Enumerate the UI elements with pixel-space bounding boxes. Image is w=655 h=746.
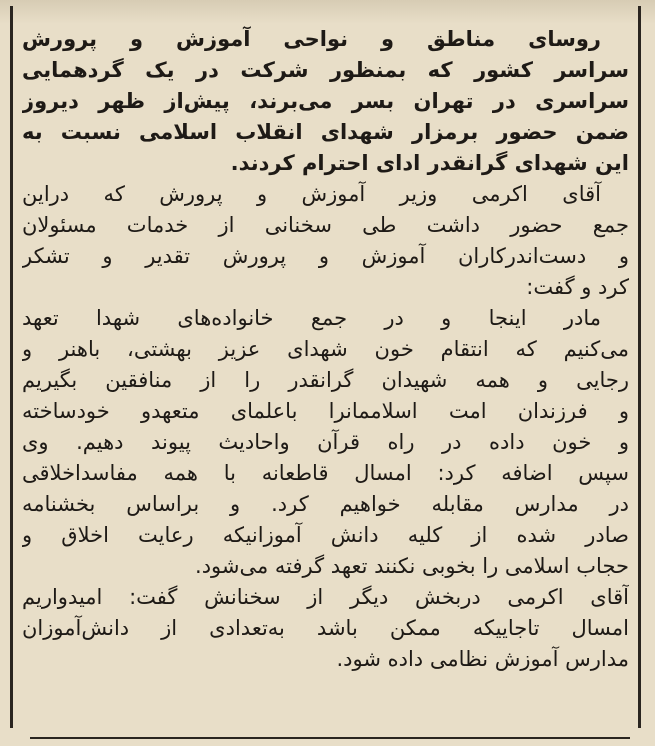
article-line: حجاب اسلامی را بخوبی نکنند تعهد گرفته می‌شود. — [195, 554, 629, 578]
article-line: این شهدای گرانقدر ادای احترام کردند. — [230, 151, 629, 175]
article-line: روسای مناطق و نواحی آموزش و پرورش — [22, 27, 601, 51]
article-line: آقای اکرمی دربخش دیگر از سخنانش گفت: امیدواریم — [22, 585, 629, 609]
article-line: ضمن حضور برمزار شهدای انقلاب اسلامی نسبت به — [22, 120, 629, 144]
column-divider — [30, 737, 630, 739]
article-line: در مدارس مقابله خواهیم کرد. و براساس بخشنامه — [22, 492, 629, 516]
article-line: صادر شده از کلیه دانش آموزانیکه رعایت اخلاق و — [22, 523, 629, 547]
article-body — [22, 24, 629, 724]
article-line: سراسر کشور که بمنظور شرکت در یک گردهمایی — [22, 58, 629, 82]
article-line: سراسری در تهران بسر می‌برند، پیش‌از ظهر دیروز — [22, 89, 629, 113]
article-line: و دست‌اندرکاران آموزش و پرورش تقدیر و تشکر — [22, 244, 629, 268]
article-line: امسال تاجاییکه ممکن باشد به‌تعدادی از دانش‌آموزان — [22, 616, 629, 640]
paragraph-2 — [22, 179, 629, 303]
article-line: می‌کنیم که انتقام خون شهدای عزیز بهشتی، باهنر و — [22, 337, 629, 361]
article-line: و فرزندان امت اسلاممانرا باعلمای متعهدو خودساخته — [22, 399, 629, 423]
article-line: مدارس آموزش نظامی داده شود. — [336, 647, 629, 671]
article-line: آقای اکرمی وزیر آموزش و پرورش که دراین — [22, 182, 601, 206]
article-line: کرد و گفت: — [526, 275, 629, 299]
article-line: و خون داده در راه قرآن واحادیث پیوند دهیم. وی — [22, 430, 629, 454]
paragraph-1 — [22, 24, 629, 179]
paragraph-3 — [22, 303, 629, 582]
paragraph-4 — [22, 582, 629, 675]
article-line: سپس اضافه کرد: امسال قاطعانه با همه مفاسداخلاقی — [22, 461, 629, 485]
article-line: مادر اینجا و در جمع خانواده‌های شهدا تعهد — [22, 306, 601, 330]
article-line: جمع حضور داشت طی سخنانی از خدمات مسئولان — [22, 213, 629, 237]
article-line: رجایی و همه شهیدان گرانقدر را از منافقین بگیریم — [22, 368, 629, 392]
